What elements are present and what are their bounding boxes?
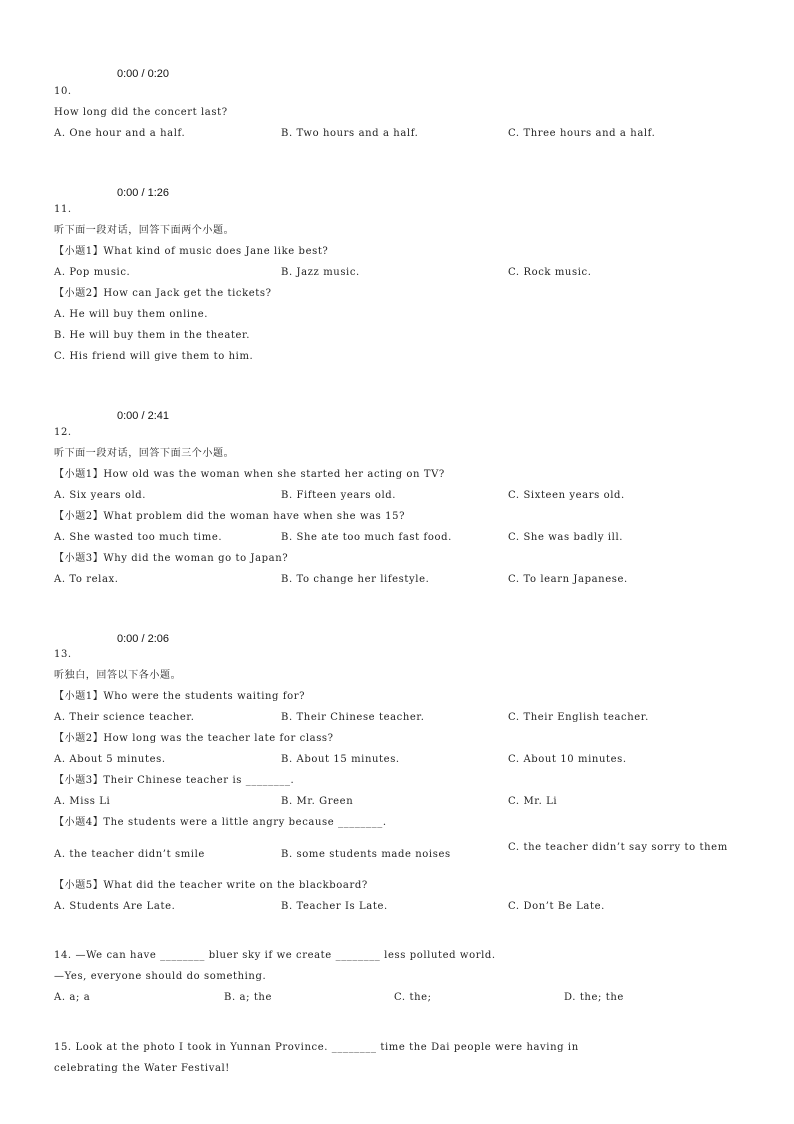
option-a: A. the teacher didn’t smile [54, 849, 205, 860]
sub-question-text: 【小题2】How can Jack get the tickets? [54, 288, 272, 299]
option-c: C. Their English teacher. [508, 712, 649, 723]
option-b: B. He will buy them in the theater. [54, 330, 251, 341]
option-c: C. To learn Japanese. [508, 574, 628, 585]
option-a: A. To relax. [54, 574, 119, 585]
option-c: C. the teacher didn’t say sorry to them [508, 842, 728, 853]
option-c: C. His friend will give them to him. [54, 351, 254, 362]
audio-player-time[interactable]: 0:00 / 0:20 [117, 68, 169, 80]
sub-question-text: 【小题1】How old was the woman when she started her acting on TV? [54, 469, 445, 480]
question-number: 12. [54, 427, 72, 438]
question-instruction: 听下面一段对话，回答下面三个小题。 [54, 448, 235, 459]
sub-question-text: 【小题1】Who were the students waiting for? [54, 691, 306, 702]
question-instruction: 听下面一段对话，回答下面两个小题。 [54, 225, 235, 236]
sub-question-text: 【小题3】Their Chinese teacher is ________. [54, 775, 295, 786]
option-a: A. Miss Li [54, 796, 111, 807]
option-c: C. About 10 minutes. [508, 754, 627, 765]
question-number: 10. [54, 86, 72, 97]
option-c: C. Three hours and a half. [508, 128, 656, 139]
question-text-continued: celebrating the Water Festival! [54, 1063, 230, 1074]
option-c: C. the; [394, 992, 432, 1003]
sub-question-text: 【小题1】What kind of music does Jane like best? [54, 246, 329, 257]
option-a: A. She wasted too much time. [54, 532, 223, 543]
option-c: C. Mr. Li [508, 796, 558, 807]
option-c: C. Don’t Be Late. [508, 901, 605, 912]
question-text: 15. Look at the photo I took in Yunnan Province. ________ time the Dai people were having in [54, 1042, 579, 1053]
option-a: A. Pop music. [54, 267, 131, 278]
sub-question-text: 【小题4】The students were a little angry because ________. [54, 817, 387, 828]
question-number: 11. [54, 204, 72, 215]
option-b: B. Teacher Is Late. [281, 901, 388, 912]
option-b: B. Jazz music. [281, 267, 360, 278]
option-d: D. the; the [564, 992, 624, 1003]
question-text: How long did the concert last? [54, 107, 228, 118]
option-b: B. Fifteen years old. [281, 490, 397, 501]
option-a: A. He will buy them online. [54, 309, 209, 320]
option-b: B. To change her lifestyle. [281, 574, 430, 585]
option-b: B. Mr. Green [281, 796, 354, 807]
option-c: C. She was badly ill. [508, 532, 624, 543]
option-b: B. She ate too much fast food. [281, 532, 452, 543]
option-a: A. Students Are Late. [54, 901, 176, 912]
audio-player-time[interactable]: 0:00 / 2:06 [117, 633, 169, 645]
sub-question-text: 【小题3】Why did the woman go to Japan? [54, 553, 289, 564]
option-a: A. One hour and a half. [54, 128, 186, 139]
option-b: B. a; the [224, 992, 272, 1003]
option-a: A. Six years old. [54, 490, 147, 501]
sub-question-text: 【小题2】What problem did the woman have when she was 15? [54, 511, 406, 522]
option-c: C. Sixteen years old. [508, 490, 625, 501]
option-b: B. Two hours and a half. [281, 128, 419, 139]
audio-player-time[interactable]: 0:00 / 2:41 [117, 410, 169, 422]
audio-player-time[interactable]: 0:00 / 1:26 [117, 187, 169, 199]
question-number: 13. [54, 649, 72, 660]
option-a: A. Their science teacher. [54, 712, 195, 723]
option-b: B. About 15 minutes. [281, 754, 400, 765]
option-a: A. a; a [54, 992, 91, 1003]
sub-question-text: 【小题5】What did the teacher write on the blackboard? [54, 880, 368, 891]
sub-question-text: 【小题2】How long was the teacher late for class? [54, 733, 334, 744]
option-b: B. some students made noises [281, 849, 451, 860]
option-a: A. About 5 minutes. [54, 754, 166, 765]
question-reply: —Yes, everyone should do something. [54, 971, 267, 982]
question-instruction: 听独白，回答以下各小题。 [54, 670, 182, 681]
question-text: 14. —We can have ________ bluer sky if we create ________ less polluted world. [54, 950, 496, 961]
option-b: B. Their Chinese teacher. [281, 712, 425, 723]
option-c: C. Rock music. [508, 267, 592, 278]
